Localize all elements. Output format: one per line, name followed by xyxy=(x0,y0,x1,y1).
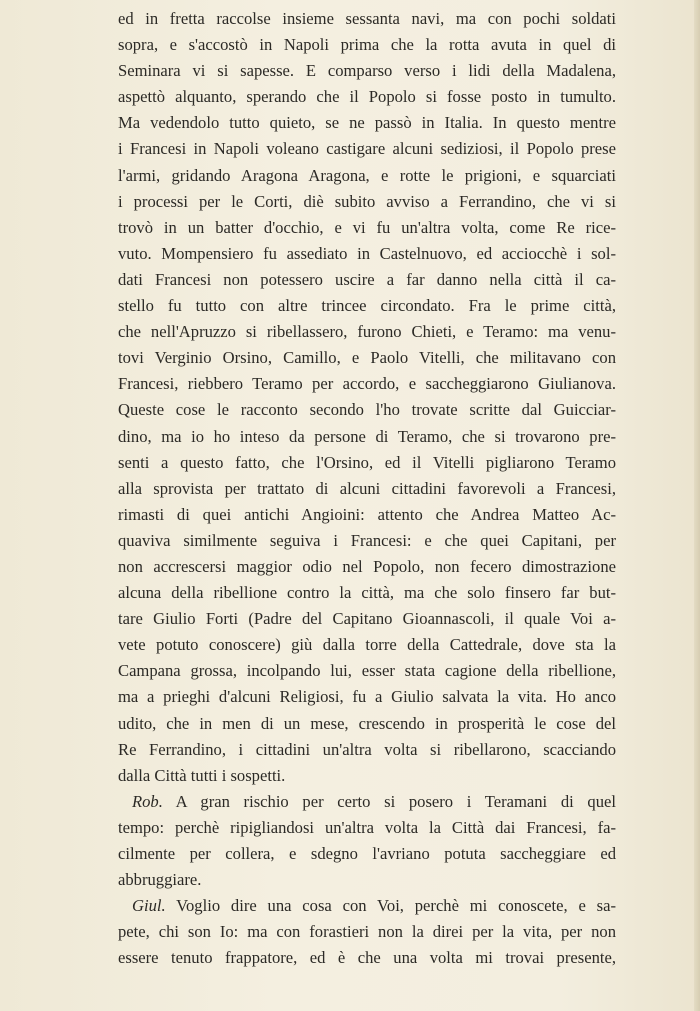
line-text: Voglio dire una cosa con Voi, perchè mi conoscete, e sa- xyxy=(176,896,616,916)
text-line xyxy=(118,893,616,919)
line-text: tovi Verginio Orsino, Camillo, e Paolo Vitelli, che militavano con xyxy=(118,348,616,368)
line-text: senti a questo fatto, che l'Orsino, ed il Vitelli pigliarono Teramo xyxy=(118,452,616,472)
line-text: sopra, e s'accostò in Napoli prima che la rotta avuta in quel di xyxy=(118,35,616,55)
text-line xyxy=(118,737,616,763)
text-line xyxy=(118,163,616,189)
text-line xyxy=(118,919,616,945)
text-line xyxy=(118,945,616,971)
body-text xyxy=(118,6,616,971)
text-line xyxy=(118,241,616,267)
text-line xyxy=(118,606,616,632)
text-line xyxy=(118,319,616,345)
text-line xyxy=(118,684,616,710)
line-text: Queste cose le racconto secondo l'ho trovate scritte dal Guicciar- xyxy=(118,400,616,420)
line-text: trovò in un batter d'occhio, e vi fu un'altra volta, come Re rice- xyxy=(118,217,616,237)
line-text: dalla Città tutti i sospetti. xyxy=(118,765,286,785)
line-text: vete potuto conoscere) giù dalla torre della Cattedrale, dove sta la xyxy=(118,635,616,655)
text-line xyxy=(118,424,616,450)
line-text: pete, chi son Io: ma con forastieri non la direi per la vita, per non xyxy=(118,922,616,942)
line-text: alla sprovista per trattato di alcuni cittadini favorevoli a Francesi, xyxy=(118,478,616,498)
page-edge xyxy=(694,0,700,1011)
text-line xyxy=(118,450,616,476)
text-line xyxy=(118,58,616,84)
text-line xyxy=(118,32,616,58)
line-text: tare Giulio Forti (Padre del Capitano Gioannascoli, il quale Voi a- xyxy=(118,609,616,629)
line-text: non accrescersi maggior odio nel Popolo, non fecero dimostrazione xyxy=(118,556,616,576)
line-text: che nell'Apruzzo si ribellassero, furono Chieti, e Teramo: ma venu- xyxy=(118,322,616,342)
speaker-name: Giul. xyxy=(132,896,166,916)
text-line xyxy=(118,632,616,658)
text-line xyxy=(118,815,616,841)
text-line xyxy=(118,189,616,215)
text-line xyxy=(118,84,616,110)
line-text: alcuna della ribellione contro la città, ma che solo finsero far but- xyxy=(118,583,616,603)
line-text: l'armi, gridando Aragona Aragona, e rotte le prigioni, e squarciati xyxy=(118,165,616,185)
line-text: aspettò alquanto, sperando che il Popolo si fosse posto in tumulto. xyxy=(118,87,616,107)
text-line xyxy=(118,6,616,32)
line-text: abbruggiare. xyxy=(118,870,202,890)
text-line xyxy=(118,476,616,502)
text-line xyxy=(118,136,616,162)
text-line xyxy=(118,293,616,319)
text-line xyxy=(118,267,616,293)
line-text: Campana grossa, incolpando lui, esser stata cagione della ribellione, xyxy=(118,661,616,681)
line-text: dino, ma io ho inteso da persone di Teramo, che si trovarono pre- xyxy=(118,426,616,446)
line-text: essere tenuto frappatore, ed è che una volta mi trovai presente, xyxy=(118,948,616,968)
text-line xyxy=(118,867,616,893)
text-line xyxy=(118,554,616,580)
line-text: udito, che in men di un mese, crescendo in prosperità le cose del xyxy=(118,713,616,733)
line-text: ed in fretta raccolse insieme sessanta navi, ma con pochi soldati xyxy=(118,9,616,28)
speaker-name: Rob. xyxy=(132,791,163,811)
text-line xyxy=(118,397,616,423)
text-line xyxy=(118,789,616,815)
text-line xyxy=(118,580,616,606)
line-text: Francesi, riebbero Teramo per accordo, e saccheggiarono Giulianova. xyxy=(118,374,616,394)
line-text: vuto. Mompensiero fu assediato in Castelnuovo, ed acciocchè i sol- xyxy=(118,243,616,263)
line-text: rimasti di quei antichi Angioini: attento che Andrea Matteo Ac- xyxy=(118,504,616,524)
line-text: tempo: perchè ripigliandosi un'altra volta la Città dai Francesi, fa- xyxy=(118,817,616,837)
line-text: A gran rischio per certo si posero i Teramani di quel xyxy=(175,791,616,811)
line-text: i Francesi in Napoli voleano castigare alcuni sediziosi, il Popolo prese xyxy=(118,139,616,159)
text-line xyxy=(118,763,616,789)
line-text: Ma vedendolo tutto quieto, se ne passò in Italia. In questo mentre xyxy=(118,113,616,133)
line-text: stello fu tutto con altre trincee circondato. Fra le prime città, xyxy=(118,296,616,316)
text-line xyxy=(118,711,616,737)
text-line xyxy=(118,528,616,554)
text-line xyxy=(118,371,616,397)
line-text: ma a prieghi d'alcuni Religiosi, fu a Giulio salvata la vita. Ho anco xyxy=(118,687,616,707)
line-text: dati Francesi non potessero uscire a far danno nella città il ca- xyxy=(118,269,616,289)
line-text: i processi per le Corti, diè subito avviso a Ferrandino, che vi si xyxy=(118,191,616,211)
text-line xyxy=(118,345,616,371)
line-text: quaviva similmente seguiva i Francesi: e che quei Capitani, per xyxy=(118,530,616,550)
text-line xyxy=(118,658,616,684)
line-text: Seminara vi si sapesse. E comparso verso i lidi della Madalena, xyxy=(118,61,616,81)
text-line xyxy=(118,215,616,241)
line-text: cilmente per collera, e sdegno l'avriano potuta saccheggiare ed xyxy=(118,844,616,863)
text-line xyxy=(118,110,616,136)
text-line xyxy=(118,841,616,867)
line-text: Re Ferrandino, i cittadini un'altra volta si ribellarono, scacciando xyxy=(118,739,616,759)
text-line xyxy=(118,502,616,528)
